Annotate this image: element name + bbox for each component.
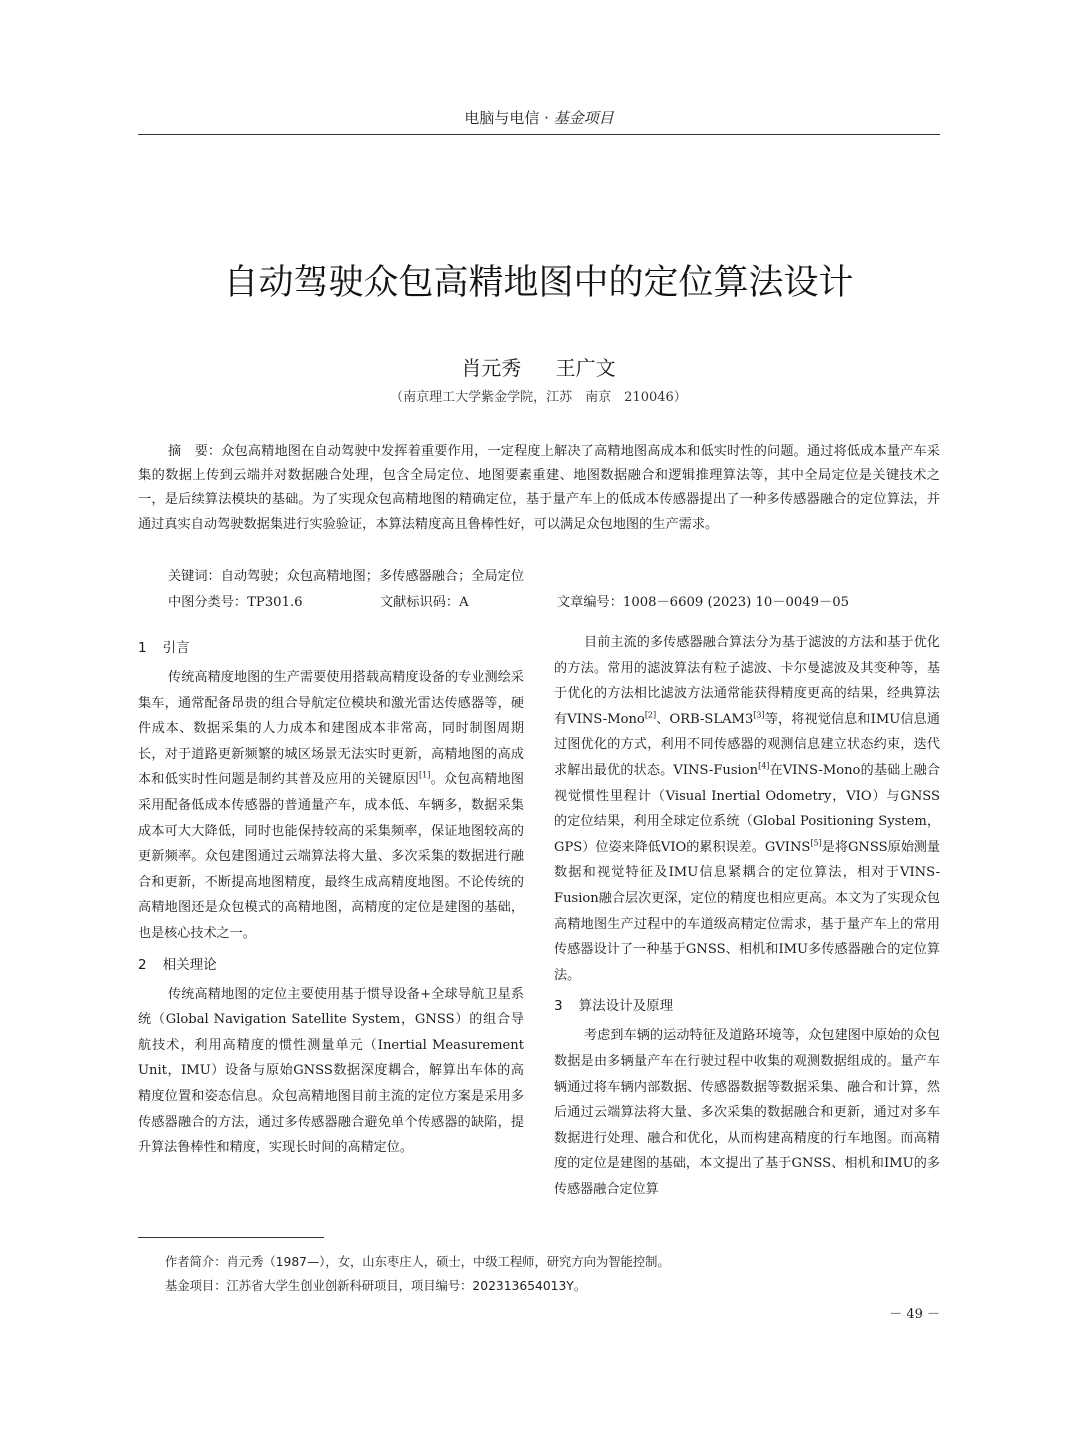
citation: [1] [419,771,431,781]
paragraph-text: 在VINS-Mono的基础上融合视觉惯性里程计（Visual Inertial Odometry，VIO）与GNSS的定位结果，利用全球定位系统（Global Positioning System，GPS）位姿来降低VIO的累积误差。GVINS [554,762,940,855]
keywords: 关键词：自动驾驶；众包高精地图；多传感器融合；全局定位 [168,569,525,584]
paragraph: 考虑到车辆的运动特征及道路环境等，众包建图中原始的众包数据是由多辆量产车在行驶过程中收集的观测数据组成的。量产车辆通过将车辆内部数据、传感器数据等数据采集、融合和计算，然后通过云端算法将大量、多次采集的数据融合和更新，通过对多车数据进行处理、融合和优化，从而构建高精度的行车地图。而高精度的定位是建图的基础，本文提出了基于GNSS、相机和IMU的多传感器融合定位算 [554,1028,940,1197]
paragraph: 传统高精地图的定位主要使用基于惯导设备+全球导航卫星系统（Global Navigation Satellite System，GNSS）的组合导航技术，利用高精度的惯性测量单元（Inertial Measurement Unit，IMU）设备与原始GNSS数据深度耦合，解算出车体的高精度位置和姿态信息。众包高精地图目前主流的定位方案是采用多传感器融合的方法，通过多传感器融合避免单个传感器的缺陷，提升算法鲁棒性和精度，实现长时间的高精定位。 [138,986,524,1156]
author-name: 肖元秀 [461,356,522,380]
abstract [138,440,940,537]
paragraph-text: 等，将视觉信息和IMU信息通过图优化的方式，利用不同传感器的观测信息建立状态约束，迭代求解出最优的状态。VINS-Fusion [554,711,940,778]
page-number: － 49 － [889,1307,940,1322]
section-number: 3 [554,998,563,1015]
author-name: 王广文 [555,356,616,380]
running-header [138,104,940,135]
citation: [5] [810,838,822,848]
citation: [2] [644,710,657,720]
paragraph-text: 目前主流的多传感器融合算法分为基于滤波的方法和基于优化的方法。常用的滤波算法有粒子滤波、卡尔曼滤波及其变种等，基于优化的方法相比滤波方法通常能获得精度更高的结果，经典算法有VINS-Mono [554,635,940,727]
paper-title: 自动驾驶众包高精地图中的定位算法设计 [223,263,854,303]
author-list [0,353,1077,383]
section-number: 2 [138,956,147,973]
section-heading [138,953,524,978]
paragraph-text: 传统高精度地图的生产需要使用搭载高精度设备的专业测绘采集车，通常配备昂贵的组合导航定位模块和激光雷达传感器等，硬件成本、数据采集的人力成本和建图成本非常高，同时制图周期长，对于道路更新频繁的城区场景无法实时更新，高精地图的高成本和低实时性问题是制约其普及应用的关键原因 [138,670,524,788]
citation: [4] [758,761,770,771]
article-number: 文章编号：1008－6609 (2023) 10－0049－05 [557,595,849,610]
right-column [554,630,940,1202]
paragraph-text: 。众包高精地图采用配备低成本传感器的普通量产车，成本低、车辆多，数据采集成本可大大降低，同时也能保持较高的采集频率，保证地图较高的更新频率。众包建图通过云端算法将大量、多次采集的数据进行融合和更新，不断提高地图精度，最终生成高精度地图。不论传统的高精地图还是众包模式的高精地图，高精度的定位是建图的基础，也是核心技术之一。 [138,772,525,941]
citation: [3] [753,710,765,720]
abstract-text: 摘 要：众包高精地图在自动驾驶中发挥着重要作用，一定程度上解决了高精地图高成本和低实时性的问题。通过将低成本量产车采集的数据上传到云端并对数据融合处理，包含全局定位、地图要素重建、地图数据融合和逻辑推理算法等，其中全局定位是关键技术之一，是后续算法模块的基础。为了实现众包高精地图的精确定位，基于量产车上的低成本传感器提出了一种多传感器融合的定位算法，并通过真实自动驾驶数据集进行实验验证，本算法精度高且鲁棒性好，可以满足众包地图的生产需求。 [138,444,940,532]
author-bio-footnote: 作者简介：肖元秀（1987—），女，山东枣庄人，硕士，中级工程师，研究方向为智能控制。 [165,1255,670,1269]
section-name: 基金项目 [553,109,614,127]
paragraph-text: 是将GNSS原始测量数据和视觉特征及IMU信息紧耦合的定位算法，相对于VINS-Fusion融合层次更深，定位的精度也相应更高。本文为了实现众包高精地图生产过程中的车道级高精定位需求，基于量产车上的常用传感器设计了一种基于GNSS、相机和IMU多传感器融合的定位算法。 [554,839,940,983]
section-title: 算法设计及原理 [578,998,674,1015]
section-title: 引言 [162,640,190,656]
paragraph-text: 、ORB-SLAM3 [656,711,754,727]
fund-footnote: 基金项目：江苏省大学生创业创新科研项目，项目编号：202313654013Y。 [165,1279,587,1293]
section-number: 1 [138,640,147,656]
paragraph [138,665,524,947]
journal-name: 电脑与电信 · [464,109,554,127]
left-column [138,630,524,1161]
section-heading [554,994,940,1019]
paragraph [554,630,940,988]
affiliation: （南京理工大学紫金学院，江苏 南京 210046） [390,390,687,405]
footnote-divider [138,1237,324,1238]
section-title: 相关理论 [162,956,217,973]
document-code: 文献标识码：A [380,595,469,610]
clc-number: 中图分类号：TP301.6 [168,595,303,610]
section-heading [138,636,524,661]
